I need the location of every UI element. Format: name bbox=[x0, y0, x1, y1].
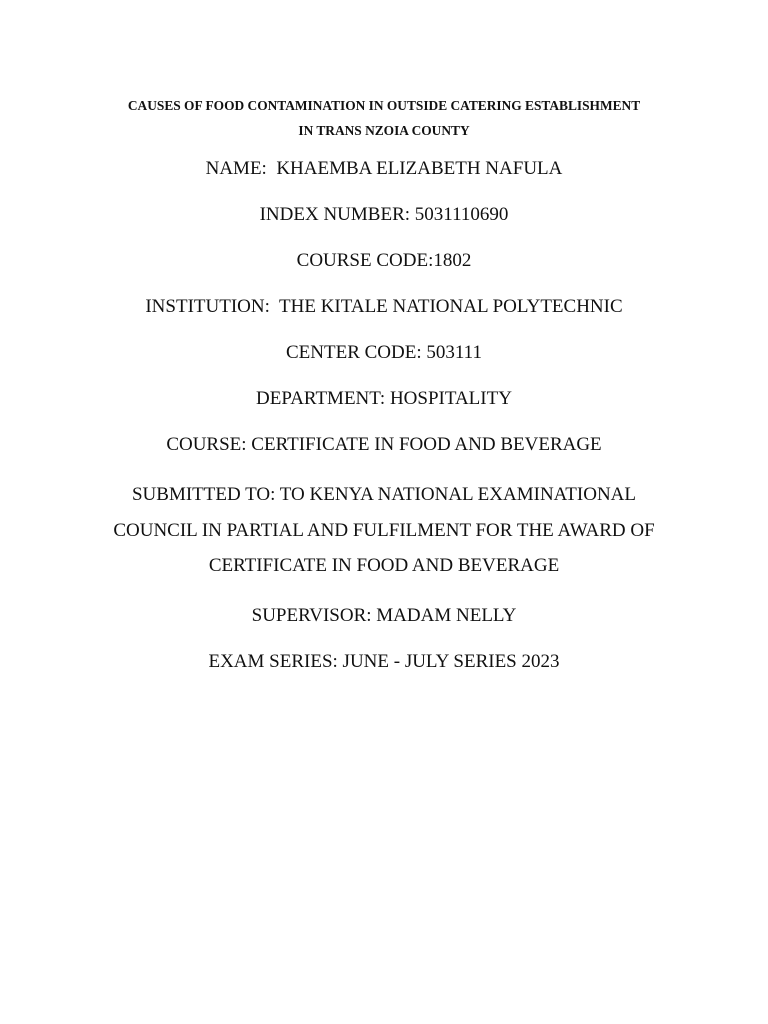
submitted-line-3: CERTIFICATE IN FOOD AND BEVERAGE bbox=[208, 555, 560, 576]
title-line-1: CAUSES OF FOOD CONTAMINATION IN OUTSIDE CATERING ESTABLISHMENT bbox=[127, 98, 641, 113]
submitted-line-2: COUNCIL IN PARTIAL AND FULFILMENT FOR THE AWARD OF bbox=[113, 519, 655, 541]
course: COURSE: CERTIFICATE IN FOOD AND BEVERAGE bbox=[166, 434, 602, 455]
institution: INSTITUTION: THE KITALE NATIONAL POLYTECHNIC bbox=[145, 296, 623, 317]
document-title bbox=[60, 93, 708, 143]
submitted-line-1: SUBMITTED TO: TO KENYA NATIONAL EXAMINATIONAL bbox=[131, 484, 636, 505]
student-name: NAME: KHAEMBA ELIZABETH NAFULA bbox=[205, 158, 563, 179]
supervisor: SUPERVISOR: MADAM NELLY bbox=[251, 604, 517, 626]
center-code: CENTER CODE: 503111 bbox=[286, 342, 482, 363]
cover-details bbox=[40, 155, 728, 694]
title-line-2: IN TRANS NZOIA COUNTY bbox=[298, 123, 470, 138]
department: DEPARTMENT: HOSPITALITY bbox=[256, 388, 512, 409]
index-number: INDEX NUMBER: 5031110690 bbox=[259, 204, 509, 225]
exam-series: EXAM SERIES: JUNE - JULY SERIES 2023 bbox=[208, 650, 560, 672]
submitted-to bbox=[40, 477, 728, 584]
course-code: COURSE CODE:1802 bbox=[296, 250, 472, 271]
